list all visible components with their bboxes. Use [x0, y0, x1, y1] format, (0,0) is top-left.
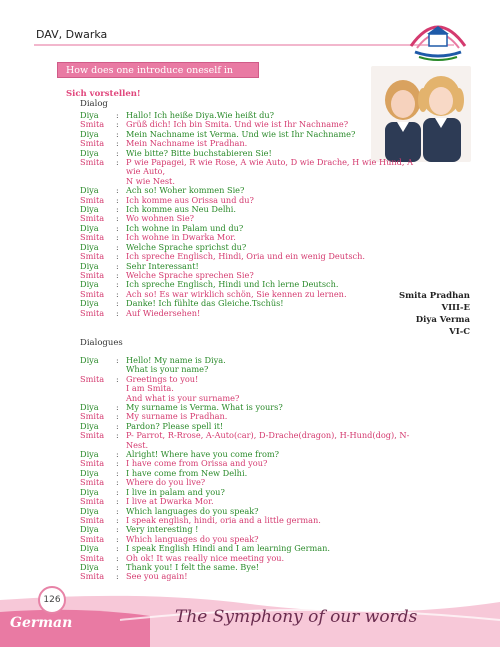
speaker-name: Smita — [80, 119, 105, 130]
speaker-name: Diya — [80, 279, 99, 290]
author-name-2: Diya Verma — [415, 315, 470, 325]
speaker-name: Diya — [80, 543, 99, 554]
speaker-separator: : — [116, 430, 119, 441]
speaker-separator: : — [116, 288, 119, 299]
speaker-separator: : — [116, 307, 119, 318]
dialog-text: Oh ok! It was really nice meeting you. — [126, 552, 285, 563]
dialog-text: N wie Nest. — [126, 175, 175, 186]
dialog-text: Mein Nachname ist Pradhan. — [126, 138, 248, 149]
dialog-text: Danke! Ich fühlte das Gleiche.Tschüs! — [126, 298, 284, 309]
dialog-text: Which languages do you speak? — [126, 505, 259, 516]
speaker-separator: : — [116, 269, 119, 280]
german-subheading: Dialog — [80, 99, 108, 109]
speaker-separator: : — [116, 402, 119, 413]
speaker-name: Diya — [80, 128, 99, 139]
author-name-1: Smita Pradhan — [399, 291, 470, 301]
dialog-text: My surname is Pradhan. — [126, 411, 228, 422]
speaker-separator: : — [116, 552, 119, 563]
speaker-separator: : — [116, 138, 119, 149]
speaker-separator: : — [116, 119, 119, 130]
school-name: DAV, Dwarka — [36, 28, 108, 41]
speaker-name: Diya — [80, 222, 99, 233]
speaker-separator: : — [116, 524, 119, 535]
dialog-text: Welche Sprache sprechen Sie? — [126, 269, 254, 280]
dialog-text: And what is your surname? — [126, 392, 240, 403]
speaker-name: Diya — [80, 147, 99, 158]
speaker-name: Diya — [80, 204, 99, 215]
dialog-text: Wo wohnen Sie? — [126, 213, 195, 224]
dialog-text: I speak English Hindi and I am learning German. — [126, 543, 331, 554]
speaker-name: Diya — [80, 355, 99, 365]
speaker-separator: : — [116, 260, 119, 271]
speaker-name: Diya — [80, 402, 99, 413]
speaker-name: Smita — [80, 373, 105, 384]
dialog-text: I live in palam and you? — [126, 486, 225, 497]
english-dialog — [80, 356, 426, 582]
dialog-text: I have come from Orissa and you? — [126, 458, 268, 469]
speaker-name: Diya — [80, 449, 99, 460]
dialog-text: What is your name? — [126, 364, 209, 375]
speaker-separator: : — [116, 420, 119, 431]
speaker-separator: : — [116, 561, 119, 572]
speaker-separator: : — [116, 411, 119, 422]
speaker-name: Smita — [80, 288, 105, 299]
dialog-line — [80, 158, 426, 177]
speaker-name: Diya — [80, 524, 99, 535]
dialog-text: Ich wohne in Palam und du? — [126, 222, 244, 233]
speaker-separator: : — [116, 486, 119, 497]
speaker-name: Diya — [80, 486, 99, 497]
speaker-name: Smita — [80, 251, 105, 262]
speaker-name: Smita — [80, 430, 105, 441]
speaker-separator: : — [116, 477, 119, 488]
author-class-2: VI-C — [449, 327, 470, 337]
speaker-name: Smita — [80, 533, 105, 544]
dialog-text: I live at Dwarka Mor. — [126, 496, 214, 507]
speaker-name — [80, 384, 116, 393]
speaker-name: Diya — [80, 110, 99, 120]
speaker-separator: : — [116, 204, 119, 215]
footer-subject: German — [10, 615, 73, 631]
dialog-text: See you again! — [126, 571, 188, 582]
footer-tagline: The Symphony of our words — [175, 607, 418, 627]
dialog-text: Grüß dich! Ich bin Smita. Und wie ist Ihr Nachname? — [126, 119, 349, 130]
dialog-text: Very interesting ! — [126, 524, 199, 535]
speaker-separator: : — [116, 157, 119, 168]
speaker-separator: : — [116, 241, 119, 252]
speaker-name: Diya — [80, 561, 99, 572]
speaker-separator: : — [116, 496, 119, 507]
speaker-separator: : — [116, 449, 119, 460]
dialog-text: Wie bitte? Bitte buchstabieren Sie! — [126, 147, 272, 158]
speaker-separator: : — [116, 194, 119, 205]
speaker-separator: : — [116, 298, 119, 309]
speaker-separator: : — [116, 110, 119, 120]
speaker-name: Smita — [80, 458, 105, 469]
speaker-separator: : — [116, 128, 119, 139]
dialog-text: I am Smita. — [126, 383, 174, 394]
dialog-text: Pardon? Please spell it! — [126, 420, 224, 431]
speaker-separator: : — [116, 505, 119, 516]
speaker-name: Diya — [80, 185, 99, 196]
speaker-separator: : — [116, 232, 119, 243]
dialog-text: Greetings to you! — [126, 373, 199, 384]
speaker-separator: : — [116, 185, 119, 196]
question-banner: How does one introduce oneself in german? — [57, 62, 259, 78]
speaker-name: Diya — [80, 260, 99, 271]
speaker-separator: : — [116, 251, 119, 262]
speaker-separator: : — [116, 222, 119, 233]
dialog-text: Ich spreche Englisch, Hindi, Oria und ein wenig Deutsch. — [126, 251, 365, 262]
dialog-text: My surname is Verma. What is yours? — [126, 402, 283, 413]
speaker-name: Diya — [80, 420, 99, 431]
speaker-separator: : — [116, 279, 119, 290]
speaker-name: Smita — [80, 157, 105, 168]
speaker-name: Smita — [80, 552, 105, 563]
speaker-name: Smita — [80, 138, 105, 149]
speaker-separator: : — [116, 458, 119, 469]
dialog-line — [80, 572, 426, 581]
speaker-name: Smita — [80, 213, 105, 224]
dialog-text: Ich wohne in Dwarka Mor. — [126, 232, 236, 243]
speaker-name: Diya — [80, 467, 99, 478]
german-dialog — [80, 111, 426, 318]
dialog-text: Which languages do you speak? — [126, 533, 259, 544]
speaker-name: Smita — [80, 232, 105, 243]
dialog-text: Ich komme aus Orissa und du? — [126, 194, 254, 205]
dialog-text: Ach so! Es war wirklich schön, Sie kennen zu lernen. — [126, 288, 347, 299]
author-credits — [330, 290, 470, 338]
dialog-text: Hello! My name is Diya. — [126, 355, 226, 365]
speaker-separator: : — [116, 514, 119, 525]
speaker-separator: : — [116, 355, 119, 365]
author-class-1: VIII-E — [441, 303, 470, 313]
school-logo-icon — [407, 16, 469, 62]
speaker-separator: : — [116, 467, 119, 478]
dialog-text: P- Parrot, R-Rrose, A-Auto(car), D-Drache(dragon), H-Hund(dog), N- Nest. — [126, 430, 410, 450]
dialog-text: Thank you! I felt the same. Bye! — [126, 561, 260, 572]
english-heading: Dialogues — [80, 338, 123, 348]
german-heading: Sich vorstellen! — [66, 89, 141, 99]
speaker-name: Diya — [80, 298, 99, 309]
speaker-name: Smita — [80, 411, 105, 422]
speaker-name: Smita — [80, 269, 105, 280]
speaker-name: Diya — [80, 505, 99, 516]
dialog-text: I have come from New Delhi. — [126, 467, 248, 478]
dialog-text: P wie Papagei, R wie Rose, A wie Auto, D wie Drache, H wie Hund, A wie Auto, — [126, 157, 414, 177]
speaker-name: Smita — [80, 571, 105, 582]
header-divider — [34, 44, 454, 46]
dialog-text: Ach so! Woher kommen Sie? — [126, 185, 245, 196]
speaker-separator — [116, 384, 126, 393]
dialog-text: Welche Sprache sprichst du? — [126, 241, 247, 252]
speaker-name: Smita — [80, 194, 105, 205]
dialog-text: Ich spreche Englisch, Hindi und Ich lerne Deutsch. — [126, 279, 339, 290]
speaker-separator: : — [116, 571, 119, 582]
dialog-text: Where do you live? — [126, 477, 206, 488]
page-header — [0, 0, 500, 62]
speaker-separator: : — [116, 373, 119, 384]
dialog-text: Sehr Interessant! — [126, 260, 199, 271]
speaker-name: Smita — [80, 477, 105, 488]
speaker-separator: : — [116, 533, 119, 544]
dialog-text: I speak english, hindi, oria and a little german. — [126, 514, 321, 525]
dialog-text: Alright! Where have you come from? — [126, 449, 280, 460]
speaker-separator: : — [116, 543, 119, 554]
dialog-line — [80, 431, 426, 450]
speaker-name: Smita — [80, 307, 105, 318]
dialog-text: Mein Nachname ist Verma. Und wie ist Ihr Nachname? — [126, 128, 356, 139]
speaker-name: Diya — [80, 241, 99, 252]
speaker-name: Smita — [80, 514, 105, 525]
speaker-separator: : — [116, 213, 119, 224]
page-number: 126 — [38, 586, 66, 614]
dialog-text: Hallo! Ich heiße Diya.Wie heißt du? — [126, 110, 275, 120]
speaker-name: Smita — [80, 496, 105, 507]
speaker-separator: : — [116, 147, 119, 158]
dialog-text: Auf Wiedersehen! — [126, 307, 201, 318]
dialog-text: Ich komme aus Neu Delhi. — [126, 204, 236, 215]
